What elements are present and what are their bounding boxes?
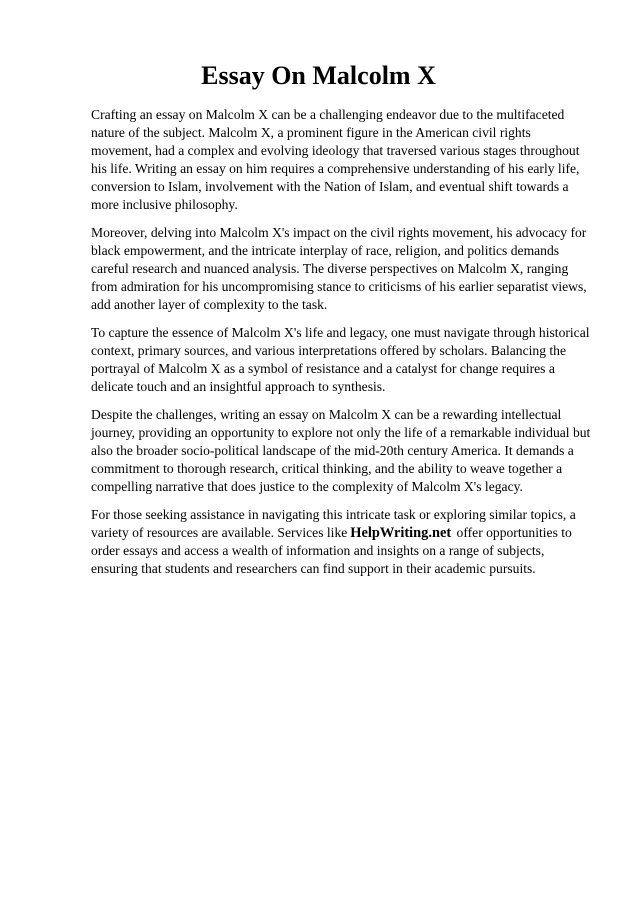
paragraph-5-tail: offer opportunities to order essays and access a wealth of information and insights on a range of subjects, ensuring that students and researchers can find support in their academic pursuits.	[91, 525, 572, 576]
paragraph-4: Despite the challenges, writing an essay on Malcolm X can be a rewarding intellectual journey, providing an opportunity to explore not only the life of a remarkable individual but also the broader socio-political landscape of the mid-20th century America. It demands a commitment to thorough research, critical thinking, and the ability to weave together a compelling narrative that does justice to the complexity of Malcolm X's legacy.	[91, 407, 591, 494]
paragraph-5	[91, 506, 591, 578]
paragraph-3: To capture the essence of Malcolm X's life and legacy, one must navigate through historical context, primary sources, and various interpretations offered by scholars. Balancing the portrayal of Malcolm X as a symbol of resistance and a catalyst for change requires a delicate touch and an insightful approach to synthesis.	[91, 325, 590, 394]
paragraph-2: Moreover, delving into Malcolm X's impact on the civil rights movement, his advocacy for black empowerment, and the intricate interplay of race, religion, and politics demands careful research and nuanced analysis. The diverse perspectives on Malcolm X, ranging from admiration for his uncompromising stance to criticisms of his earlier separatist views, add another layer of complexity to the task.	[91, 225, 587, 312]
service-link[interactable]: HelpWriting.net	[350, 525, 452, 541]
paragraph-1: Crafting an essay on Malcolm X can be a challenging endeavor due to the multifaceted nature of the subject. Malcolm X, a prominent figure in the American civil rights movement, had a complex and evolving ideology that traversed various stages throughout his life. Writing an essay on him requires a comprehensive understanding of his early life, conversion to Islam, involvement with the Nation of Islam, and eventual shift towards a more inclusive philosophy.	[91, 107, 580, 212]
paragraph-5-lead: For those seeking assistance in navigating this intricate task or exploring similar topics, a variety of resources are available. Services like	[91, 507, 576, 540]
page-title: Essay On Malcolm X	[201, 61, 436, 90]
